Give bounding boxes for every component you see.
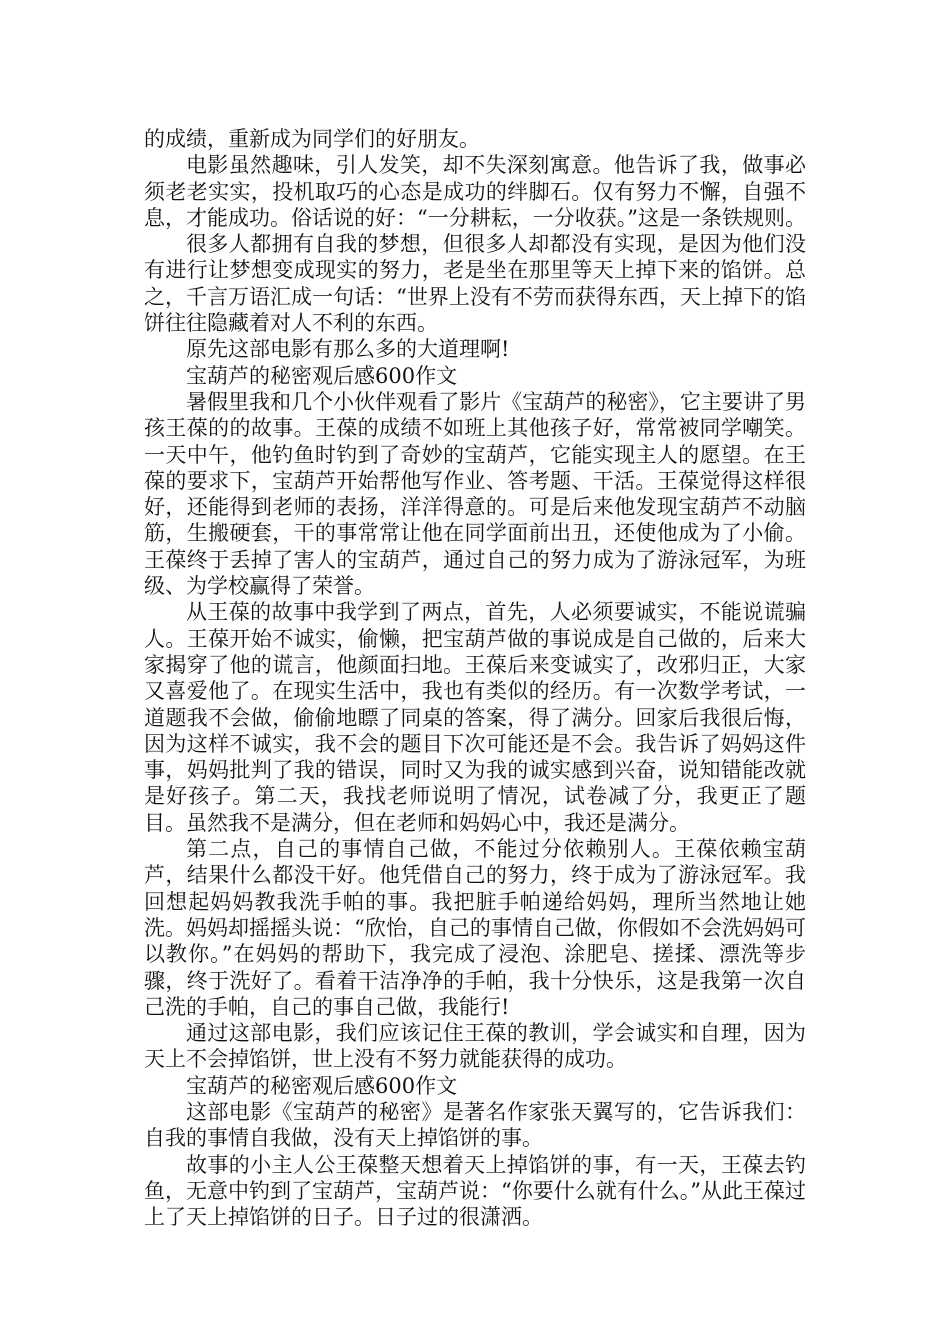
paragraph: 这部电影《宝葫芦的秘密》是著名作家张天翼写的，它告诉我们：自我的事情自我做，没有天上掉馅饼的事。 <box>144 1099 806 1151</box>
paragraph: 暑假里我和几个小伙伴观看了影片《宝葫芦的秘密》，它主要讲了男孩王葆的的故事。王葆的成绩不如班上其他孩子好，常常被同学嘲笑。一天中午，他钓鱼时钓到了奇妙的宝葫芦，它能实现主人的愿望。在王葆的要求下，宝葫芦开始帮他写作业、答考题、干活。王葆觉得这样很好，还能得到老师的表扬，洋洋得意的。可是后来他发现宝葫芦不动脑筋，生搬硬套，干的事常常让他在同学面前出丑，还使他成为了小偷。王葆终于丢掉了害人的宝葫芦，通过自己的努力成为了游泳冠军，为班级、为学校赢得了荣誉。 <box>144 389 806 599</box>
paragraph: 从王葆的故事中我学到了两点，首先，人必须要诚实，不能说谎骗人。王葆开始不诚实，偷懒，把宝葫芦做的事说成是自己做的，后来大家揭穿了他的谎言，他颜面扫地。王葆后来变诚实了，改邪归正，大家又喜爱他了。在现实生活中，我也有类似的经历。有一次数学考试，一道题我不会做，偷偷地瞟了同桌的答案，得了满分。回家后我很后悔，因为这样不诚实，我不会的题目下次可能还是不会。我告诉了妈妈这件事，妈妈批判了我的错误，同时又为我的诚实感到兴奋，说知错能改就是好孩子。第二天，我找老师说明了情况，试卷减了分，我更正了题目。虽然我不是满分，但在老师和妈妈心中，我还是满分。 <box>144 600 806 835</box>
paragraph: 原先这部电影有那么多的大道理啊! <box>186 337 510 362</box>
paragraph: 故事的小主人公王葆整天想着天上掉馅饼的事，有一天，王葆去钓鱼，无意中钓到了宝葫芦，宝葫芦说：“你要什么就有什么。”从此王葆过上了天上掉馅饼的日子。日子过的很潇洒。 <box>144 1152 806 1230</box>
paragraph: 第二点，自己的事情自己做，不能过分依赖别人。王葆依赖宝葫芦，结果什么都没干好。他凭借自己的努力，终于成为了游泳冠军。我回想起妈妈教我洗手帕的事。我把脏手帕递给妈妈，理所当然地让她洗。妈妈却摇摇头说：“欣怡，自己的事情自己做，你假如不会洗妈妈可以教你。”在妈妈的帮助下，我完成了浸泡、涂肥皂、搓揉、漂洗等步骤，终于洗好了。看着干洁净净的手帕，我十分快乐，这是我第一次自己洗的手帕，自己的事自己做，我能行! <box>144 837 806 1019</box>
essay-heading: 宝葫芦的秘密观后感600作文 <box>186 1073 458 1098</box>
paragraph: 电影虽然趣味，引人发笑，却不失深刻寓意。他告诉了我，做事必须老老实实，投机取巧的心态是成功的绊脚石。仅有努力不懈，自强不息，才能成功。俗话说的好：“一分耕耘，一分收获。”这是一条铁规则。 <box>144 153 806 230</box>
paragraph: 通过这部电影，我们应该记住王葆的教训，学会诚实和自理，因为天上不会掉馅饼，世上没有不努力就能获得的成功。 <box>144 1021 806 1072</box>
document-page <box>144 126 806 1230</box>
paragraph-continuation: 的成绩，重新成为同学们的好朋友。 <box>144 127 480 151</box>
paragraph: 很多人都拥有自我的梦想，但很多人却都没有实现，是因为他们没有进行让梦想变成现实的努力，老是坐在那里等天上掉下来的馅饼。总之，千言万语汇成一句话：“世界上没有不劳而获得东西，天上掉下的馅饼往往隐藏着对人不利的东西。 <box>144 232 806 336</box>
essay-heading: 宝葫芦的秘密观后感600作文 <box>186 363 458 388</box>
